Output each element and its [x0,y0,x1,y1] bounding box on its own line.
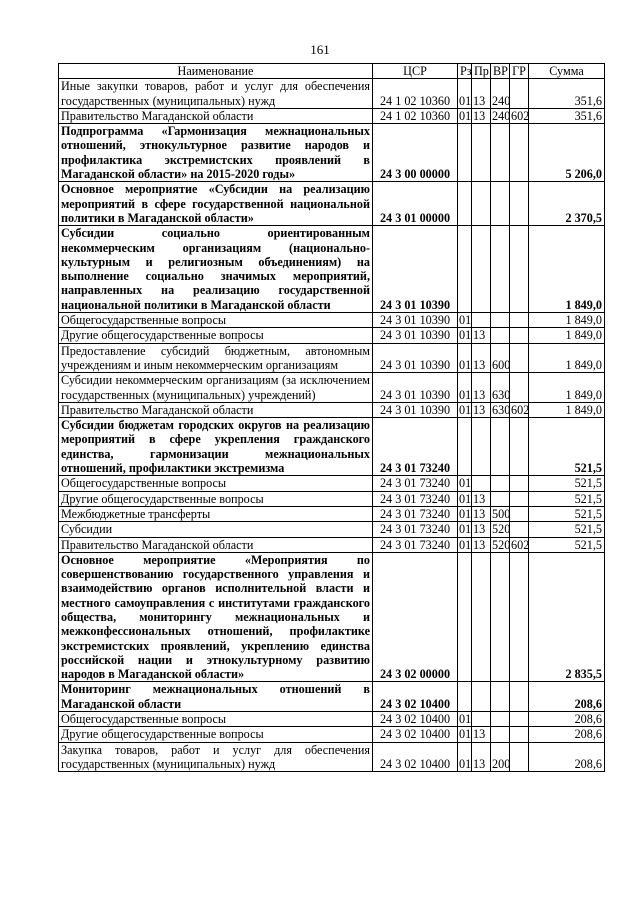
table-row [59,402,605,417]
cell-vr: 600 [491,343,510,373]
cell-csr: 24 3 01 10390 [373,328,458,343]
cell-rz [458,682,472,712]
table-row [59,182,605,226]
header-vr: ВР [491,64,510,79]
cell-csr: 24 3 00 00000 [373,124,458,182]
cell-vr [491,226,510,313]
page-number: 161 [310,42,330,57]
cell-csr: 24 3 01 73240 [373,491,458,506]
table-row [59,712,605,727]
cell-csr: 24 3 01 10390 [373,373,458,403]
cell-pr [472,552,491,682]
cell-sum: 208,6 [529,682,605,712]
cell-pr [472,226,491,313]
cell-rz: 01 [459,402,472,417]
cell-name: Закупка товаров, работ и услуг для обеспечения государственных (муниципальных) нужд [59,742,373,772]
cell-csr: 24 3 01 73240 [373,522,458,537]
cell-gr [510,124,529,182]
cell-csr: 24 3 02 10400 [373,682,458,712]
table-row [59,552,605,682]
cell-rz: 01 [458,742,472,772]
cell-gr [510,373,529,403]
cell-name: Субсидии некоммерческим организациям (за исключением государственных (муниципальных) учреждений) [59,373,373,403]
cell-sum: 521,5 [529,491,605,506]
cell-sum: 351,6 [529,79,605,109]
cell-rz: 01 [459,506,472,521]
cell-pr: 13 [472,727,491,742]
cell-rz: 01 [459,476,472,491]
cell-pr: 13 [472,328,491,343]
cell-gr [510,182,529,226]
cell-pr: 13 [472,343,491,373]
cell-vr [491,328,510,343]
cell-rz: 01 [458,373,472,403]
cell-sum: 2 370,5 [529,182,605,226]
cell-gr [510,343,529,373]
cell-sum: 1 849,0 [529,328,605,343]
cell-vr: 520 [492,537,511,552]
cell-pr: 13 [472,491,491,506]
cell-gr: 602 [511,537,530,552]
cell-vr [491,552,510,682]
cell-name: Правительство Магаданской области [59,402,373,417]
cell-name: Подпрограмма «Гармонизация межнациональных отношений, этнокультурное развитие народов и профилактика экстремистских проявлений в Магаданской области» на 2015-2020 годы» [59,124,373,182]
cell-name: Другие общегосударственные вопросы [59,727,373,742]
cell-pr: 13 [472,79,491,109]
cell-gr [510,79,529,109]
cell-rz: 01 [459,491,472,506]
budget-table [58,63,605,772]
cell-name: Другие общегосударственные вопросы [59,328,373,343]
cell-gr: 602 [511,108,530,123]
cell-gr [510,491,529,506]
cell-csr: 24 1 02 10360 [373,108,458,123]
cell-rz [458,552,472,682]
cell-csr: 24 3 01 10390 [373,402,458,417]
cell-name: Правительство Магаданской области [59,537,373,552]
cell-vr [491,182,510,226]
table-row [59,727,605,742]
cell-gr [510,727,529,742]
cell-vr: 500 [492,506,511,521]
cell-gr [510,226,529,313]
cell-csr: 24 3 02 10400 [373,712,458,727]
cell-pr [472,182,491,226]
cell-csr: 24 3 01 10390 [373,343,458,373]
table-row [59,506,605,521]
cell-rz: 01 [459,727,472,742]
cell-rz: 01 [459,108,472,123]
cell-sum: 1 849,0 [529,226,605,313]
cell-name: Межбюджетные трансферты [59,506,373,521]
cell-csr: 24 3 01 73240 [373,418,458,476]
cell-csr: 24 3 02 00000 [373,552,458,682]
cell-sum: 521,5 [529,506,605,521]
cell-csr: 24 3 01 10390 [373,226,458,313]
cell-sum: 5 206,0 [529,124,605,182]
cell-gr [510,313,529,328]
cell-vr [491,418,510,476]
cell-gr [510,476,529,491]
cell-pr: 13 [472,506,491,521]
cell-rz [458,226,472,313]
cell-name: Основное мероприятие «Мероприятия по совершенствованию государственного управления и взаимодействию органов исполнительной власти и местного самоуправления с институтами гражданского общества, мониторингу межнациональных и межконфессиональных отношений, профилактике экстремистских проявлений, укреплению единства российской нации и этнокультурному развитию народов в Магаданской области» [59,552,373,682]
cell-gr [510,418,529,476]
cell-gr: 602 [511,402,530,417]
cell-name: Другие общегосударственные вопросы [59,491,373,506]
cell-vr [491,476,510,491]
header-gr: ГР [510,64,529,79]
cell-pr [472,682,491,712]
cell-pr: 13 [472,373,491,403]
header-sum: Сумма [529,64,605,79]
table-row [59,343,605,373]
cell-rz: 01 [458,343,472,373]
cell-name: Общегосударственные вопросы [59,712,373,727]
cell-name: Иные закупки товаров, работ и услуг для обеспечения государственных (муниципальных) нужд [59,79,373,109]
cell-vr [491,727,510,742]
cell-pr: 13 [472,522,491,537]
cell-gr [510,506,529,521]
cell-vr: 240 [491,79,510,109]
cell-name: Предоставление субсидий бюджетным, автономным учреждениям и иным некоммерческим организациям [59,343,373,373]
cell-csr: 24 1 02 10360 [373,79,458,109]
cell-name: Субсидии социально ориентированным некоммерческим организациям (национально-культурным и религиозным объединениям) на выполнение социально значимых мероприятий, направленных на реализацию государственной национальной политики в Магаданской области [59,226,373,313]
cell-sum: 208,6 [529,712,605,727]
cell-pr [472,124,491,182]
cell-pr [472,712,491,727]
header-rz: Рз [458,64,472,79]
cell-pr [472,418,491,476]
table-header-row [59,64,605,79]
cell-rz: 01 [459,522,472,537]
table-row [59,313,605,328]
cell-gr [510,552,529,682]
cell-gr [510,328,529,343]
cell-rz: 01 [459,712,472,727]
cell-csr: 24 3 01 10390 [373,313,458,328]
table-row [59,418,605,476]
cell-sum: 208,6 [529,727,605,742]
cell-vr [491,491,510,506]
cell-vr: 200 [491,742,510,772]
cell-pr: 13 [472,402,491,417]
cell-sum: 1 849,0 [529,343,605,373]
cell-rz: 01 [459,328,472,343]
table-row [59,476,605,491]
cell-sum: 2 835,5 [529,552,605,682]
cell-vr [491,712,510,727]
cell-sum: 521,5 [529,537,605,552]
cell-gr [510,742,529,772]
cell-pr: 13 [472,108,491,123]
table-row [59,742,605,772]
cell-sum: 1 849,0 [529,402,605,417]
table-row [59,226,605,313]
cell-vr: 630 [491,373,510,403]
cell-name: Основное мероприятие «Субсидии на реализацию мероприятий в сфере государственной национальной политики в Магаданской области» [59,182,373,226]
cell-sum: 1 849,0 [529,313,605,328]
cell-csr: 24 3 01 73240 [373,506,458,521]
table-row [59,124,605,182]
cell-rz [458,182,472,226]
table-row [59,537,605,552]
cell-sum: 521,5 [529,476,605,491]
cell-pr: 13 [472,742,491,772]
cell-csr: 24 3 01 73240 [373,537,458,552]
table-row [59,108,605,123]
table-row [59,682,605,712]
cell-vr: 520 [492,522,511,537]
cell-sum: 351,6 [529,108,605,123]
cell-pr: 13 [472,537,491,552]
cell-vr [491,124,510,182]
table-body [59,79,605,772]
cell-name: Субсидии бюджетам городских округов на реализацию мероприятий в сфере укрепления гражданского единства, гармонизации межнациональных отношений, профилактики экстремизма [59,418,373,476]
cell-rz [458,124,472,182]
cell-pr [472,476,491,491]
header-name: Наименование [59,64,373,79]
header-pr: Пр [472,64,491,79]
cell-pr [472,313,491,328]
cell-vr [491,313,510,328]
cell-gr [510,522,529,537]
cell-sum: 1 849,0 [529,373,605,403]
table-row [59,522,605,537]
cell-csr: 24 3 02 10400 [373,727,458,742]
cell-gr [510,712,529,727]
cell-vr: 630 [492,402,511,417]
cell-name: Правительство Магаданской области [59,108,373,123]
table-row [59,491,605,506]
header-csr: ЦСР [373,64,458,79]
cell-name: Общегосударственные вопросы [59,313,373,328]
cell-csr: 24 3 01 00000 [373,182,458,226]
cell-name: Субсидии [59,522,373,537]
cell-rz: 01 [458,79,472,109]
cell-gr [510,682,529,712]
cell-name: Общегосударственные вопросы [59,476,373,491]
cell-sum: 208,6 [529,742,605,772]
table-row [59,328,605,343]
cell-csr: 24 3 01 73240 [373,476,458,491]
cell-rz [458,418,472,476]
cell-vr [491,682,510,712]
cell-rz: 01 [459,313,472,328]
cell-name: Мониторинг межнациональных отношений в Магаданской области [59,682,373,712]
table-row [59,79,605,109]
cell-vr: 240 [492,108,511,123]
cell-sum: 521,5 [529,418,605,476]
cell-sum: 521,5 [529,522,605,537]
table-row [59,373,605,403]
cell-csr: 24 3 02 10400 [373,742,458,772]
cell-rz: 01 [459,537,472,552]
